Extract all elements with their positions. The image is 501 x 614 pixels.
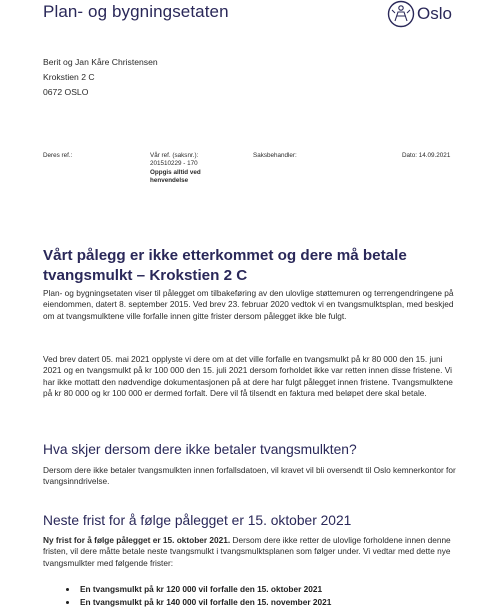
recipient-postal: 0672 OSLO [43,87,89,97]
paragraph-3: Dersom dere ikke betaler tvangsmulkten innen forfallsdatoen, vil kravet vil bli oversendt til Oslo kemnerkontor for tvangsinndrivelse. [43,465,456,487]
penalty-item-1: • En tvangsmulkt på kr 120 000 vil forfalle den 15. oktober 2021 [78,583,331,596]
paragraph-4 [43,535,461,569]
new-deadline-bold: Ny frist for å følge pålegget er 15. oktober 2021. [43,535,231,545]
recipient-street: Krokstien 2 C [43,72,95,82]
saksbehandler: Saksbehandler: [253,152,297,159]
heading-non-payment: Hva skjer dersom dere ikke betaler tvangsmulkten? [43,442,357,457]
letter-title: Vårt pålegg er ikke etterkommet og dere må betale tvangsmulkt – Krokstien 2 C [43,247,407,284]
var-ref [150,152,201,185]
var-ref-label: Vår ref. (saksnr.): [150,152,199,159]
paragraph-2: Ved brev datert 05. mai 2021 opplyste vi dere om at det ville forfalle en tvangsmulkt på kr 80 000 den 15. juni 2021 og en tvangsmulkt på kr 100 000 den 15. juli 2021 dersom forholdet ikke var retten innen disse fristene. Vi har ikke mottatt den nødvendige dokumentasjonen på at dere har fulgt pålegget innen fristene. Tvangsmulktene på kr 80 000 og kr 100 000 er dermed forfalt. Dere vil få tilsendt en faktura med beløpet dere skal betale. [43,354,453,398]
date: Dato: 14.09.2021 [402,152,451,159]
penalty-list [60,583,331,609]
henvendelse-note: henvendelse [150,176,189,184]
penalty-item-2: • En tvangsmulkt på kr 140 000 vil forfalle den 15. november 2021 [78,596,331,609]
agency-name: Plan- og bygningsetaten [43,2,229,21]
logo-text: Oslo [417,4,452,23]
var-ref-value: 201510229 - 170 [150,160,198,168]
heading-next-deadline: Neste frist for å følge pålegget er 15. oktober 2021 [43,513,352,528]
paragraph-1: Plan- og bygningsetaten viser til pålegget om tilbakeføring av den ulovlige støttemuren og terrengendringene på eiendommen, datert 8. september 2015. Ved brev 23. februar 2020 vedtok vi en tvangsmulktsplan, med beskjed om at tvangsmulktene ville forfalle innen gitte frister dersom pålegget ikke ble fulgt. [43,288,454,321]
deres-ref: Deres ref.: [43,152,73,159]
paragraph-4-rest: Dersom dere ikke retter de ulovlige forholdene innen denne fristen, vil dere måtte betale neste tvangsmulkt i tvangsmulktsplanen som følger under. Vi vedtar med dette nye tvangsmulkter med følgende frister: [43,535,451,568]
recipient-name: Berit og Jan Kåre Christensen [43,57,158,67]
oppgis-note: Oppgis alltid ved [150,168,201,176]
recipient-address [43,55,158,100]
